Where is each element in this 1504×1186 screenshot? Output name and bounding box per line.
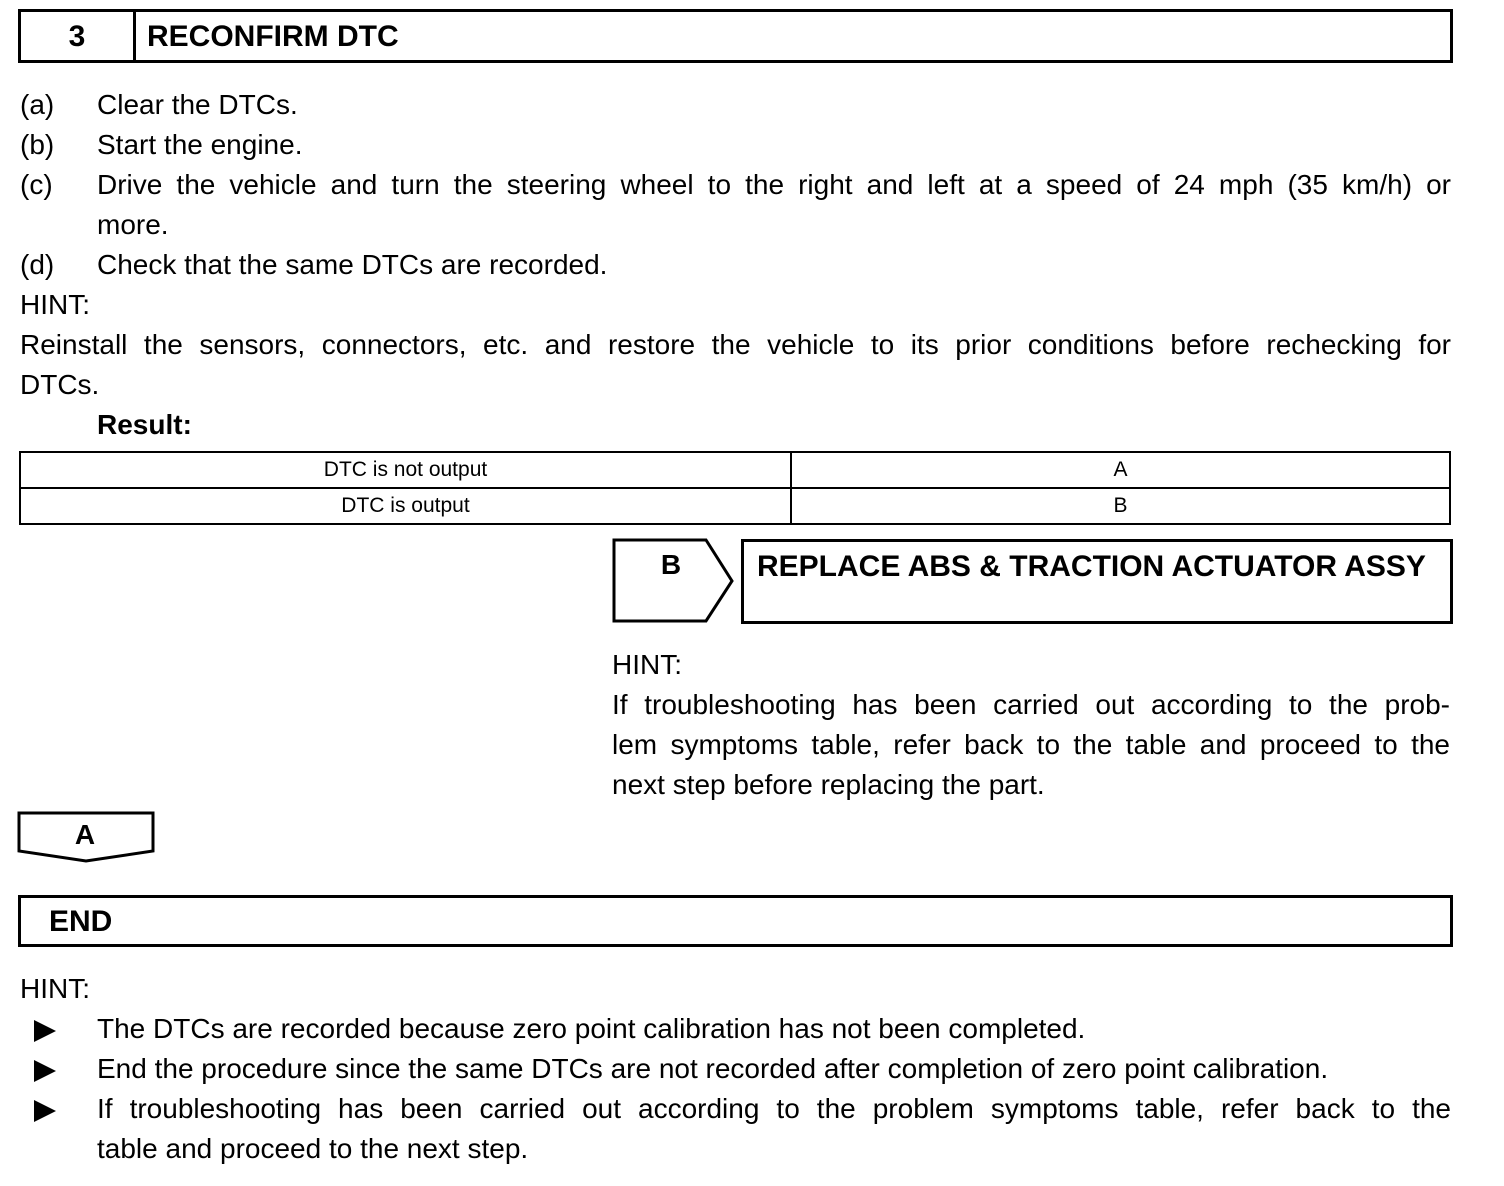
table-row: [20, 488, 1450, 524]
hint-label: HINT:: [20, 289, 90, 320]
result-condition: DTC is not output: [20, 452, 791, 488]
step-title: RECONFIRM DTC: [147, 20, 399, 53]
branch-b-hint-line3: next step before replacing the part.: [612, 769, 1045, 800]
procedure-text-b: Start the engine.: [97, 129, 303, 160]
result-code: B: [791, 488, 1450, 524]
end-label: END: [49, 905, 113, 938]
branch-b-hint-label: HINT:: [612, 649, 682, 680]
right-triangle-icon: [32, 1018, 58, 1044]
hint-text-line1: Reinstall the sensors, connectors, etc. and restore the vehicle to its prior conditions before rechecking for: [20, 329, 1451, 360]
procedure-text-d: Check that the same DTCs are recorded.: [97, 249, 608, 280]
table-row: [20, 452, 1450, 488]
result-label: Result:: [97, 409, 192, 440]
end-box: [18, 895, 1453, 947]
hint2-item-3-line2: table and proceed to the next step.: [97, 1133, 529, 1164]
step-number: 3: [21, 12, 136, 60]
result-condition: DTC is output: [20, 488, 791, 524]
procedure-label-b: (b): [20, 129, 55, 160]
branch-b-code: B: [660, 549, 682, 580]
branch-b-hint-line2: lem symptoms table, refer back to the table and proceed to the: [612, 729, 1450, 760]
procedure-text-c-line2: more.: [97, 209, 169, 240]
hint2-item-2: End the procedure since the same DTCs are not recorded after completion of zero point calibration.: [97, 1053, 1329, 1084]
branch-b-hint-line1: If troubleshooting has been carried out according to the prob-: [612, 689, 1450, 720]
action-box: [741, 539, 1453, 624]
procedure-text-c-line1: Drive the vehicle and turn the steering wheel to the right and left at a speed of 24 mph (35 km/h) or: [97, 169, 1451, 200]
result-table: [19, 451, 1451, 525]
result-code: A: [791, 452, 1450, 488]
procedure-text-a: Clear the DTCs.: [97, 89, 298, 120]
procedure-label-d: (d): [20, 249, 55, 280]
right-triangle-icon: [32, 1058, 58, 1084]
hint2-label: HINT:: [20, 973, 90, 1004]
right-triangle-icon: [32, 1098, 58, 1124]
procedure-label-c: (c): [20, 169, 53, 200]
procedure-label-a: (a): [20, 89, 55, 120]
hint2-item-3-line1: If troubleshooting has been carried out according to the problem symptoms table, refer back to the: [97, 1093, 1451, 1124]
branch-a-code: A: [74, 819, 96, 850]
step-header: [18, 9, 1453, 63]
hint2-item-1: The DTCs are recorded because zero point calibration has not been completed.: [97, 1013, 1086, 1044]
hint-text-line2: DTCs.: [20, 369, 100, 400]
action-text: REPLACE ABS & TRACTION ACTUATOR ASSY: [757, 550, 1426, 583]
